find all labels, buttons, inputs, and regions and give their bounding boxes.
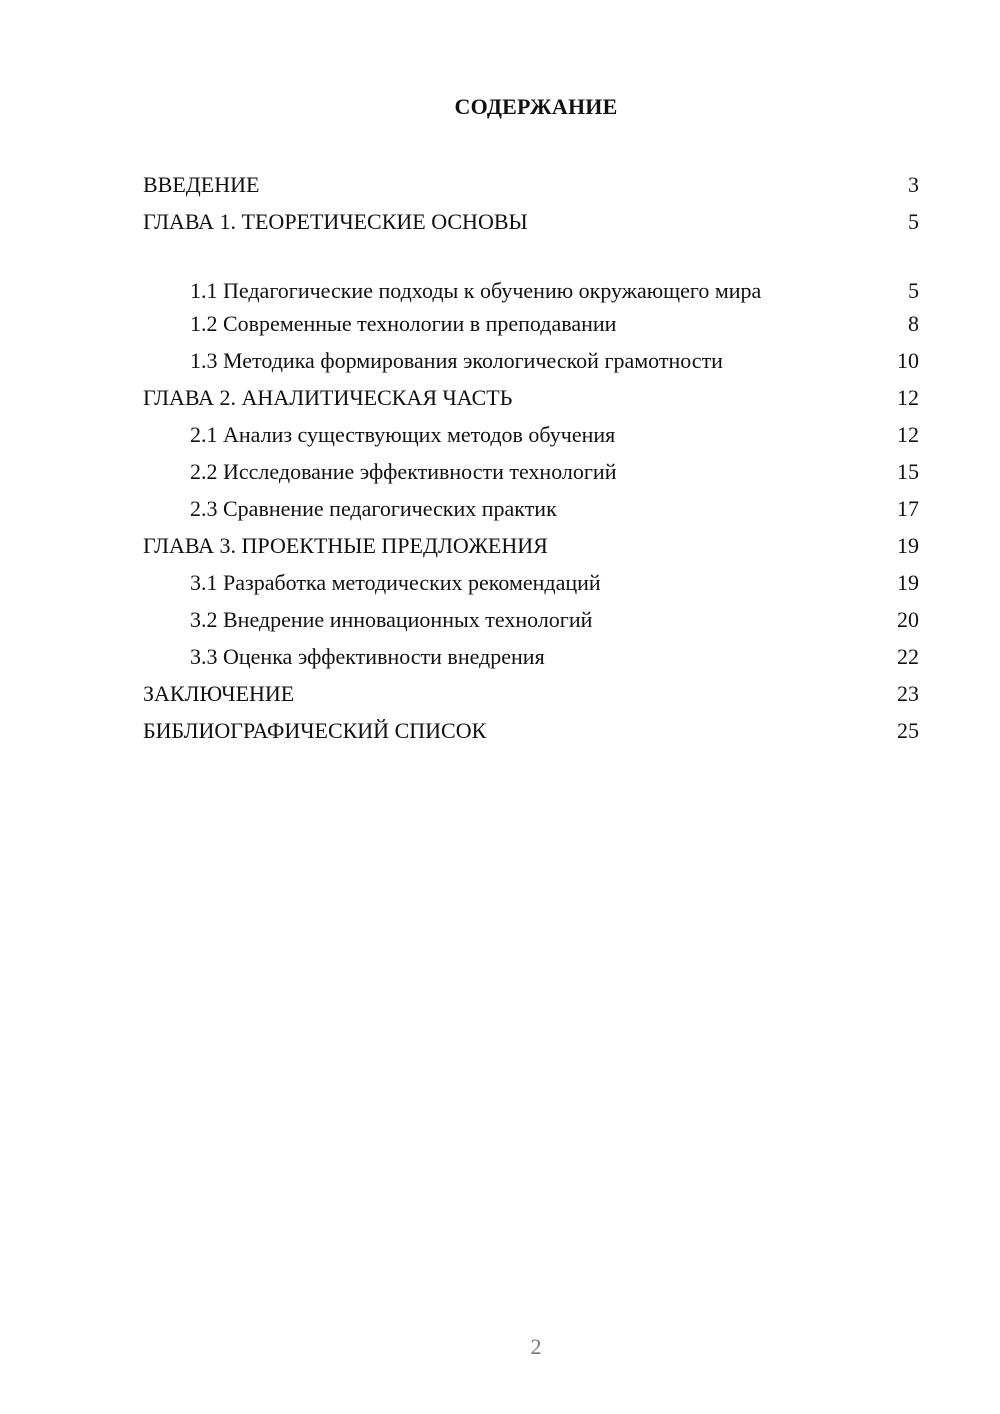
toc-page-number: 10 <box>897 348 919 373</box>
toc-page-number: 23 <box>897 681 919 706</box>
toc-page-number: 3 <box>908 172 919 197</box>
toc-page-number: 17 <box>897 496 919 521</box>
toc-row[interactable] <box>143 453 919 490</box>
toc-label: 1.1 Педагогические подходы к обучению окружающего мира <box>190 278 762 303</box>
toc-label: 3.2 Внедрение инновационных технологий <box>190 607 593 632</box>
toc-row[interactable] <box>143 166 919 203</box>
page-number: 2 <box>530 1334 542 1359</box>
toc-label: БИБЛИОГРАФИЧЕСКИЙ СПИСОК <box>143 718 487 743</box>
toc-row[interactable] <box>143 490 919 527</box>
toc-page-number: 19 <box>897 570 919 595</box>
toc-label: ГЛАВА 2. АНАЛИТИЧЕСКАЯ ЧАСТЬ <box>143 385 513 410</box>
page-title: СОДЕРЖАНИЕ <box>454 94 618 119</box>
toc-label: 1.3 Методика формирования экологической грамотности <box>190 348 723 373</box>
toc-label: 1.2 Современные технологии в преподавании <box>190 311 617 336</box>
toc-label: 2.3 Сравнение педагогических практик <box>190 496 557 521</box>
toc-page-number: 12 <box>897 385 919 410</box>
toc-row[interactable] <box>143 601 919 638</box>
toc-row[interactable] <box>143 638 919 675</box>
toc-row[interactable] <box>143 675 919 712</box>
toc-label: ГЛАВА 1. ТЕОРЕТИЧЕСКИЕ ОСНОВЫ <box>143 209 528 234</box>
toc-page-number: 19 <box>897 533 919 558</box>
toc-page-number: 20 <box>897 607 919 632</box>
toc-page-number: 22 <box>897 644 919 669</box>
toc-page-number: 5 <box>908 278 919 303</box>
toc-label: ГЛАВА 3. ПРОЕКТНЫЕ ПРЕДЛОЖЕНИЯ <box>143 533 548 558</box>
toc-row[interactable] <box>143 379 919 416</box>
toc-row[interactable] <box>143 712 919 749</box>
toc-label: 2.2 Исследование эффективности технологий <box>190 459 617 484</box>
toc-page-number: 5 <box>908 209 919 234</box>
toc-row[interactable] <box>143 240 919 305</box>
toc-row[interactable] <box>143 416 919 453</box>
toc-label: ВВЕДЕНИЕ <box>143 172 260 197</box>
toc-label: 3.3 Оценка эффективности внедрения <box>190 644 545 669</box>
toc-page-number: 8 <box>908 311 919 336</box>
toc-row[interactable] <box>143 342 919 379</box>
toc-label: 2.1 Анализ существующих методов обучения <box>190 422 616 447</box>
toc-page-number: 15 <box>897 459 919 484</box>
toc-row[interactable] <box>143 305 919 342</box>
toc-row[interactable] <box>143 527 919 564</box>
toc-page-number: 25 <box>897 718 919 743</box>
toc-page-number: 12 <box>897 422 919 447</box>
toc-row[interactable] <box>143 203 919 240</box>
toc-row[interactable] <box>143 564 919 601</box>
toc-label: 3.1 Разработка методических рекомендаций <box>190 570 601 595</box>
toc-label: ЗАКЛЮЧЕНИЕ <box>143 681 295 706</box>
table-of-contents <box>143 166 919 749</box>
